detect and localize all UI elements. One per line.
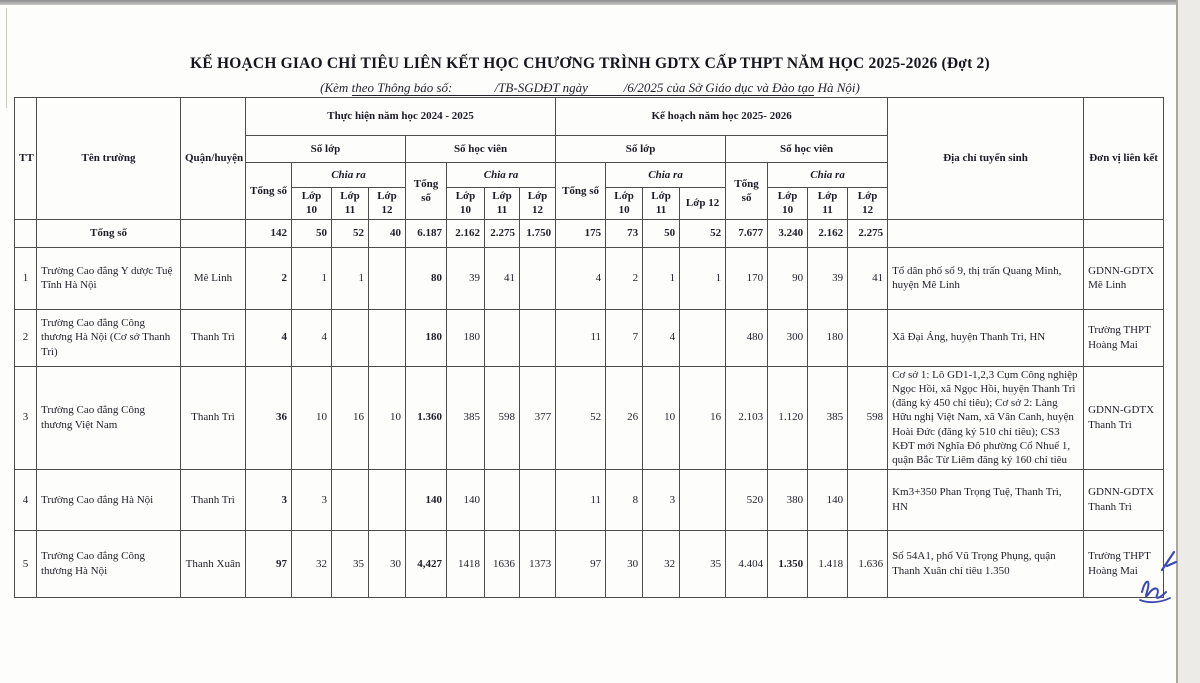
totals-value: 142: [246, 219, 292, 247]
row-address: Số 54A1, phố Vũ Trọng Phụng, quận Thanh Xuân chỉ tiêu 1.350: [888, 530, 1084, 597]
row-value: 7: [606, 309, 643, 366]
col-header-grade11: Lớp 11: [485, 188, 520, 220]
row-value: 4: [246, 309, 292, 366]
col-header-grade10: Lớp 10: [606, 188, 643, 220]
row-school: Trường Cao đẳng Công thương Hà Nội: [37, 530, 181, 597]
handwritten-signature-mark: [1110, 540, 1200, 630]
col-header-total: Tổng số: [726, 163, 768, 220]
totals-value: 73: [606, 219, 643, 247]
row-value: 2: [246, 247, 292, 309]
row-value: [520, 469, 556, 530]
row-value: [485, 469, 520, 530]
row-value: 39: [808, 247, 848, 309]
col-header-school: Tên trường: [37, 98, 181, 220]
totals-value: 52: [680, 219, 726, 247]
row-value: 140: [406, 469, 447, 530]
row-value: 2: [606, 247, 643, 309]
col-header-grade10: Lớp 10: [447, 188, 485, 220]
row-address: Xã Đại Áng, huyện Thanh Trì, HN: [888, 309, 1084, 366]
row-value: [369, 469, 406, 530]
table-row: [15, 309, 1164, 366]
row-value: 300: [768, 309, 808, 366]
col-header-district: Quận/huyện: [181, 98, 246, 220]
row-value: 1.360: [406, 366, 447, 469]
totals-value: 2.162: [447, 219, 485, 247]
row-value: 180: [808, 309, 848, 366]
row-school: Trường Cao đẳng Công thương Hà Nội (Cơ sở Thanh Trì): [37, 309, 181, 366]
row-value: 11: [556, 309, 606, 366]
row-school: Trường Cao đẳng Hà Nội: [37, 469, 181, 530]
row-value: 3: [246, 469, 292, 530]
row-district: Thanh Trì: [181, 469, 246, 530]
col-header-classes-2025: Số lớp: [556, 136, 726, 163]
row-tt: 4: [15, 469, 37, 530]
col-header-grade12: Lớp 12: [520, 188, 556, 220]
row-value: 39: [447, 247, 485, 309]
row-value: [848, 309, 888, 366]
row-partner: Trường THPT Hoàng Mai: [1084, 530, 1164, 597]
plan-table: [14, 97, 1164, 598]
col-header-split: Chia ra: [606, 163, 726, 188]
col-header-total: Tổng số: [406, 163, 447, 220]
col-header-grade11: Lớp 11: [332, 188, 369, 220]
row-value: 1.636: [848, 530, 888, 597]
row-value: 26: [606, 366, 643, 469]
row-value: [485, 309, 520, 366]
table-row: [15, 469, 1164, 530]
col-header-total: Tổng số: [556, 163, 606, 220]
row-value: 2.103: [726, 366, 768, 469]
row-value: 1: [332, 247, 369, 309]
row-value: 180: [406, 309, 447, 366]
row-school: Trường Cao đẳng Y dược Tuệ Tĩnh Hà Nội: [37, 247, 181, 309]
col-header-period-2025-2026: Kế hoạch năm học 2025- 2026: [556, 98, 888, 136]
row-district: Thanh Trì: [181, 309, 246, 366]
row-value: 32: [292, 530, 332, 597]
subtitle-fill-in: theo Thông báo số: /TB-SGDĐT ngày /6/2025 của Sở Giáo dục và Đào tạo: [351, 80, 815, 95]
col-header-grade12: Lớp 12: [369, 188, 406, 220]
totals-value: 50: [292, 219, 332, 247]
col-header-grade10: Lớp 10: [768, 188, 808, 220]
row-value: 90: [768, 247, 808, 309]
row-value: [332, 309, 369, 366]
document-subtitle: [0, 80, 1180, 96]
row-value: 16: [680, 366, 726, 469]
row-address: Tổ dân phố số 9, thị trấn Quang Minh, huyện Mê Linh: [888, 247, 1084, 309]
totals-value: 50: [643, 219, 680, 247]
row-tt: 2: [15, 309, 37, 366]
row-tt: 3: [15, 366, 37, 469]
row-value: [680, 309, 726, 366]
col-header-split: Chia ra: [292, 163, 406, 188]
col-header-split: Chia ra: [768, 163, 888, 188]
totals-value: 40: [369, 219, 406, 247]
totals-tt-cell: [15, 219, 37, 247]
totals-value: 52: [332, 219, 369, 247]
totals-value: 7.677: [726, 219, 768, 247]
row-value: 3: [643, 469, 680, 530]
row-address: Km3+350 Phan Trọng Tuệ, Thanh Trì, HN: [888, 469, 1084, 530]
col-header-grade12: Lớp 12: [848, 188, 888, 220]
row-value: 1373: [520, 530, 556, 597]
row-value: 1: [292, 247, 332, 309]
col-header-grade11: Lớp 11: [643, 188, 680, 220]
row-value: 30: [606, 530, 643, 597]
col-header-grade10: Lớp 10: [292, 188, 332, 220]
row-value: 10: [369, 366, 406, 469]
table-row: [15, 530, 1164, 597]
row-value: 52: [556, 366, 606, 469]
totals-partner-cell: [1084, 219, 1164, 247]
table-row: [15, 366, 1164, 469]
row-value: 1636: [485, 530, 520, 597]
row-value: 35: [680, 530, 726, 597]
totals-value: 175: [556, 219, 606, 247]
row-value: 1: [680, 247, 726, 309]
row-district: Thanh Xuân: [181, 530, 246, 597]
row-value: [848, 469, 888, 530]
totals-value: 2.275: [848, 219, 888, 247]
row-value: 598: [485, 366, 520, 469]
row-value: 10: [643, 366, 680, 469]
row-district: Thanh Trì: [181, 366, 246, 469]
row-value: 4,427: [406, 530, 447, 597]
row-value: 80: [406, 247, 447, 309]
row-value: 16: [332, 366, 369, 469]
document-title: KẾ HOẠCH GIAO CHỈ TIÊU LIÊN KẾT HỌC CHƯƠNG TRÌNH GDTX CẤP THPT NĂM HỌC 2025-2026 (Đợt 2): [190, 55, 990, 72]
row-value: 377: [520, 366, 556, 469]
row-partner: GDNN-GDTX Mê Linh: [1084, 247, 1164, 309]
col-header-partner: Đơn vị liên kết: [1084, 98, 1164, 220]
row-value: 35: [332, 530, 369, 597]
row-value: 1.350: [768, 530, 808, 597]
row-value: 1: [643, 247, 680, 309]
row-value: 11: [556, 469, 606, 530]
row-value: 10: [292, 366, 332, 469]
col-header-period-2024-2025: Thực hiện năm học 2024 - 2025: [246, 98, 556, 136]
row-address: Cơ sở 1: Lô GD1-1,2,3 Cụm Công nghiệp Ngọc Hồi, xã Ngọc Hồi, huyện Thanh Trì (đăng ký 450 chỉ tiêu); Cơ sở 2: Làng Hữu nghị Việt Nam, xã Vân Canh, huyện Hoài Đức (đăng ký 510 chỉ tiêu); CS3 KĐT mới Nghĩa Đô phường Cổ Nhuế 1, quận Bắc Từ Liêm đăng ký 160 chỉ tiêu: [888, 366, 1084, 469]
totals-value: 3.240: [768, 219, 808, 247]
scan-top-edge: [0, 0, 1200, 5]
col-header-grade12: Lớp 12: [680, 188, 726, 220]
row-value: 180: [447, 309, 485, 366]
col-header-students-2025: Số học viên: [726, 136, 888, 163]
row-value: [680, 469, 726, 530]
col-header-students-2024: Số học viên: [406, 136, 556, 163]
col-header-total: Tổng số: [246, 163, 292, 220]
col-header-classes-2024: Số lớp: [246, 136, 406, 163]
row-value: 170: [726, 247, 768, 309]
totals-value: 1.750: [520, 219, 556, 247]
row-value: 1418: [447, 530, 485, 597]
row-value: 30: [369, 530, 406, 597]
row-partner: GDNN-GDTX Thanh Trì: [1084, 469, 1164, 530]
col-header-split: Chia ra: [447, 163, 556, 188]
totals-value: 2.162: [808, 219, 848, 247]
row-tt: 1: [15, 247, 37, 309]
row-value: 4: [292, 309, 332, 366]
row-value: 140: [447, 469, 485, 530]
row-value: 4: [643, 309, 680, 366]
row-value: 385: [447, 366, 485, 469]
row-value: 1.120: [768, 366, 808, 469]
row-value: 4.404: [726, 530, 768, 597]
row-value: 97: [246, 530, 292, 597]
row-district: Mê Linh: [181, 247, 246, 309]
subtitle-pre: (Kèm: [320, 80, 352, 95]
row-value: [520, 309, 556, 366]
row-value: 41: [485, 247, 520, 309]
totals-value: 6.187: [406, 219, 447, 247]
row-value: 32: [643, 530, 680, 597]
row-tt: 5: [15, 530, 37, 597]
col-header-tt: TT: [15, 98, 37, 220]
row-value: 36: [246, 366, 292, 469]
row-partner: GDNN-GDTX Thanh Trì: [1084, 366, 1164, 469]
row-value: 520: [726, 469, 768, 530]
totals-label: Tổng số: [37, 219, 181, 247]
row-value: 380: [768, 469, 808, 530]
row-value: 140: [808, 469, 848, 530]
row-partner: Trường THPT Hoàng Mai: [1084, 309, 1164, 366]
totals-address-cell: [888, 219, 1084, 247]
row-value: 598: [848, 366, 888, 469]
row-value: 41: [848, 247, 888, 309]
row-value: 4: [556, 247, 606, 309]
row-value: 3: [292, 469, 332, 530]
row-value: 385: [808, 366, 848, 469]
row-school: Trường Cao đẳng Công thương Việt Nam: [37, 366, 181, 469]
totals-row: [15, 219, 1164, 247]
subtitle-post: Hà Nội): [814, 80, 860, 95]
row-value: 8: [606, 469, 643, 530]
col-header-grade11: Lớp 11: [808, 188, 848, 220]
table-row: [15, 247, 1164, 309]
totals-value: 2.275: [485, 219, 520, 247]
row-value: 1.418: [808, 530, 848, 597]
row-value: 97: [556, 530, 606, 597]
row-value: 480: [726, 309, 768, 366]
row-value: [369, 247, 406, 309]
col-header-address: Địa chỉ tuyển sinh: [888, 98, 1084, 220]
row-value: [332, 469, 369, 530]
totals-district-cell: [181, 219, 246, 247]
row-value: [369, 309, 406, 366]
row-value: [520, 247, 556, 309]
